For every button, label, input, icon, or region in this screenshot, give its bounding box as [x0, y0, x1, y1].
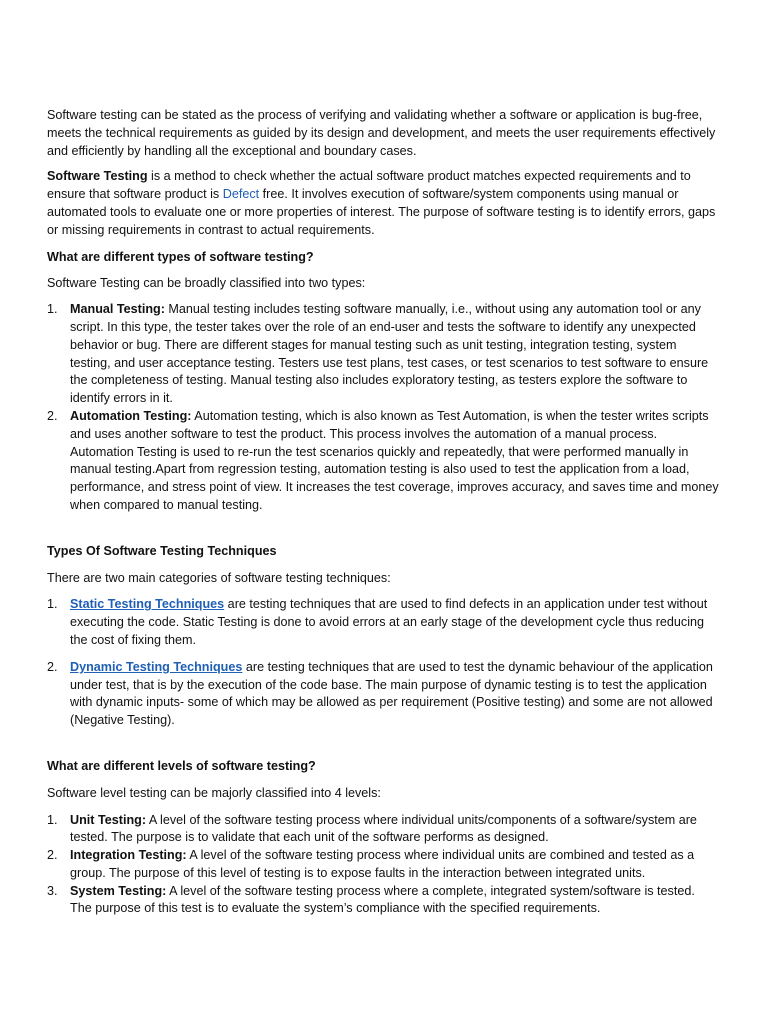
- techniques-intro: There are two main categories of software testing techniques:: [47, 570, 391, 585]
- document-body: [47, 107, 719, 918]
- software-testing-term: Software Testing: [47, 169, 148, 184]
- static-testing-link[interactable]: Static Testing Techniques: [70, 597, 225, 612]
- levels-intro: Software level testing can be majorly classified into 4 levels:: [47, 785, 381, 800]
- types-heading: What are different types of software testing?: [47, 249, 314, 264]
- intro-paragraph-1: Software testing can be stated as the process of verifying and validating whether a software or application is bug-free, meets the technical requirements as guided by its design and development, and meets the user requirements effectively and efficiently by handling all the exceptional and boundary cases.: [47, 108, 716, 158]
- techniques-heading: Types Of Software Testing Techniques: [47, 543, 277, 558]
- testing-types-list: [47, 301, 719, 515]
- list-item-static-testing: 1. Static Testing Techniques are testing techniques that are used to find defects in an application under test without executing the code. Static Testing is done to avoid errors at an early stage of the development cycle thus reducing the cost of fixing them.: [47, 597, 708, 647]
- list-item-dynamic-testing: 2. Dynamic Testing Techniques are testing techniques that are used to test the dynamic behaviour of the application under test, that is by the execution of the code base. The main purpose of dynamic testing is to test the application with dynamic inputs- some of which may be allowed as per requirement (Positive testing) and some are not allowed (Negative Testing).: [47, 659, 713, 728]
- intro-paragraph-2: Software Testing is a method to check whether the actual software product matches expected requirements and to ensure that software product is Defect free. It involves execution of software/system components using manual or automated tools to evaluate one or more properties of interest. The purpose of software testing is to identify errors, gaps or missing requirements in contrast to actual requirements.: [47, 169, 716, 237]
- levels-heading: What are different levels of software testing?: [47, 758, 316, 773]
- techniques-list: [47, 596, 719, 730]
- list-item-system-testing: 3. System Testing: A level of the software testing process where a complete, integrated system/software is tested. The purpose of this test is to evaluate the system’s compliance with the specified requirements.: [47, 883, 695, 916]
- list-item-integration-testing: 2. Integration Testing: A level of the software testing process where individual units are combined and tested as a group. The purpose of this level of testing is to expose faults in the interaction between integrated units.: [47, 848, 695, 880]
- list-item-automation-testing: 2. Automation Testing: Automation testing, which is also known as Test Automation, is when the tester writes scripts and uses another software to test the product. This process involves the automation of a manual process. Automation Testing is used to re-run the test scenarios quickly and repeatedly, that were performed manually in manual testing.Apart from regression testing, automation testing is also used to test the application from a load, performance, and stress point of view. It increases the test coverage, improves accuracy, and saves time and money when compared to manual testing.: [47, 408, 719, 512]
- testing-levels-list: [47, 812, 719, 919]
- list-item-unit-testing: 1. Unit Testing: A level of the software testing process where individual units/components of a software/system are tested. The purpose is to validate that each unit of the software performs as designed.: [47, 812, 697, 845]
- defect-link[interactable]: Defect: [219, 187, 263, 202]
- types-intro: Software Testing can be broadly classified into two types:: [47, 276, 366, 291]
- list-item-manual-testing: 1. Manual Testing: Manual testing includes testing software manually, i.e., without using any automation tool or any script. In this type, the tester takes over the role of an end-user and tests the software to identify any unexpected behavior or bug. There are different stages for manual testing such as unit testing, integration testing, system testing, and user acceptance testing. Testers use test plans, test cases, or test scenarios to test software to ensure the completeness of testing. Manual testing also includes exploratory testing, as testers explore the software to identify errors in it.: [47, 302, 709, 406]
- dynamic-testing-link[interactable]: Dynamic Testing Techniques: [70, 659, 243, 674]
